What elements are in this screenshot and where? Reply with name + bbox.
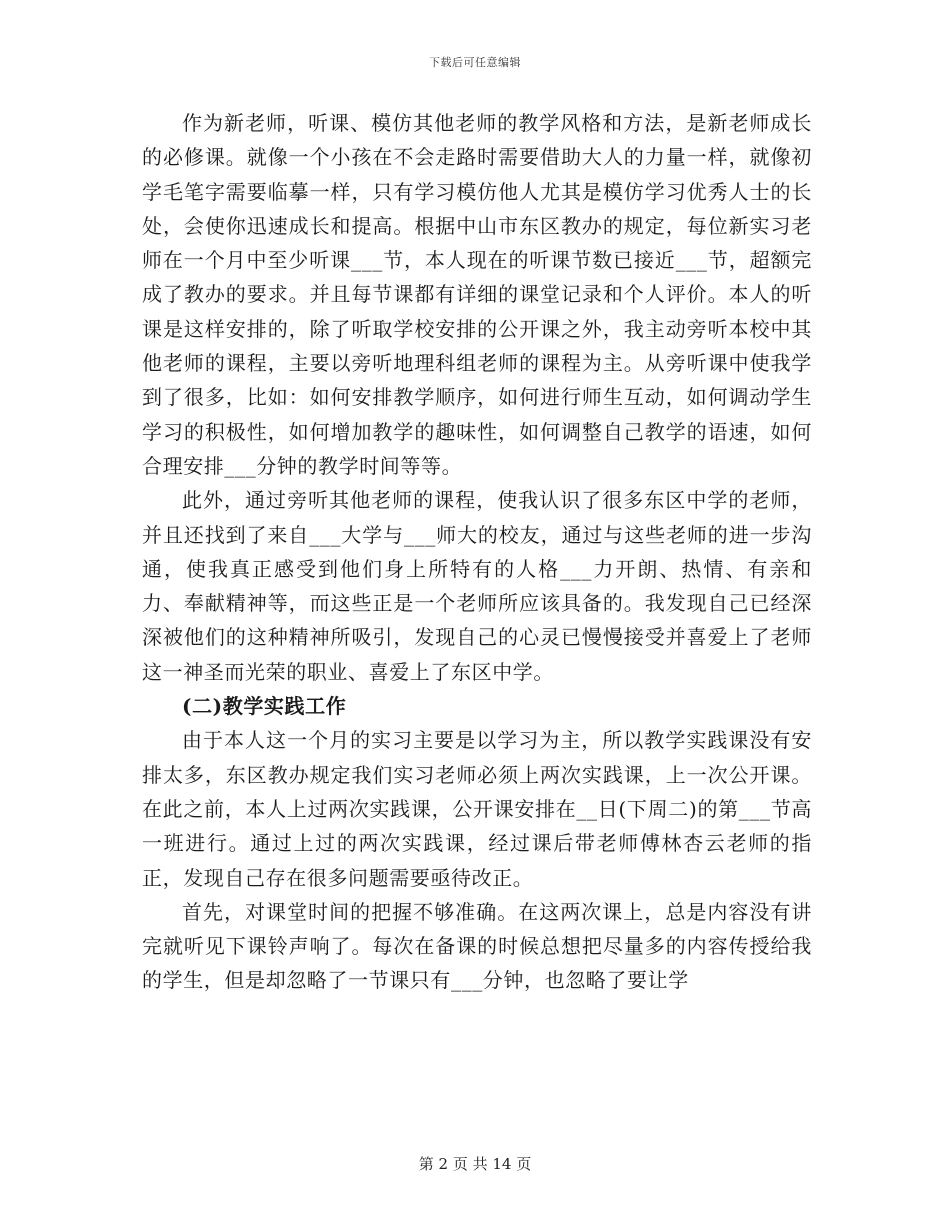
page-number: 第 2 页 共 14 页 xyxy=(418,1155,532,1173)
paragraph-4: 首先，对课堂时间的把握不够准确。在这两次课上，总是内容没有讲完就听见下课铃声响了。每次在备课的时候总想把尽量多的内容传授给我的学生，但是却忽略了一节课只有___分钟，也忽略了要让学 xyxy=(142,899,812,993)
document-body xyxy=(142,106,812,998)
paragraph-2: 此外，通过旁听其他老师的课程，使我认识了很多东区中学的老师，并且还找到了来自___大学与___师大的校友，通过与这些老师的进一步沟通，使我真正感受到他们身上所特有的人格___力开朗、热情、有亲和力、奉献精神等，而这些正是一个老师所应该具备的。我发现自己已经深深被他们的这种精神所吸引，发现自己的心灵已慢慢接受并喜爱上了老师这一神圣而光荣的职业、喜爱上了东区中学。 xyxy=(142,488,812,684)
section-heading: (二)教学实践工作 xyxy=(182,694,347,719)
paragraph-3: 由于本人这一个月的实习主要是以学习为主，所以教学实践课没有安排太多，东区教办规定我们实习老师必须上两次实践课，上一次公开课。在此之前，本人上过两次实践课，公开课安排在__日(下周二)的第___节高一班进行。通过上过的两次实践课，经过课后带老师傅林杏云老师的指正，发现自己存在很多问题需要亟待改正。 xyxy=(142,728,812,890)
page-header: 下载后可任意编辑 xyxy=(429,56,521,69)
paragraph-1: 作为新老师，听课、模仿其他老师的教学风格和方法，是新老师成长的必修课。就像一个小孩在不会走路时需要借助大人的力量一样，就像初学毛笔字需要临摹一样，只有学习模仿他人尤其是模仿学习优秀人士的长处，会使你迅速成长和提高。根据中山市东区教办的规定，每位新实习老师在一个月中至少听课___节，本人现在的听课节数已接近___节，超额完成了教办的要求。并且每节课都有详细的课堂记录和个人评价。本人的听课是这样安排的，除了听取学校安排的公开课之外，我主动旁听本校中其他老师的课程，主要以旁听地理科组老师的课程为主。从旁听课中使我学到了很多，比如：如何安排教学顺序，如何进行师生互动，如何调动学生学习的积极性，如何增加教学的趣味性，如何调整自己教学的语速，如何合理安排___分钟的教学时间等等。 xyxy=(142,111,812,478)
